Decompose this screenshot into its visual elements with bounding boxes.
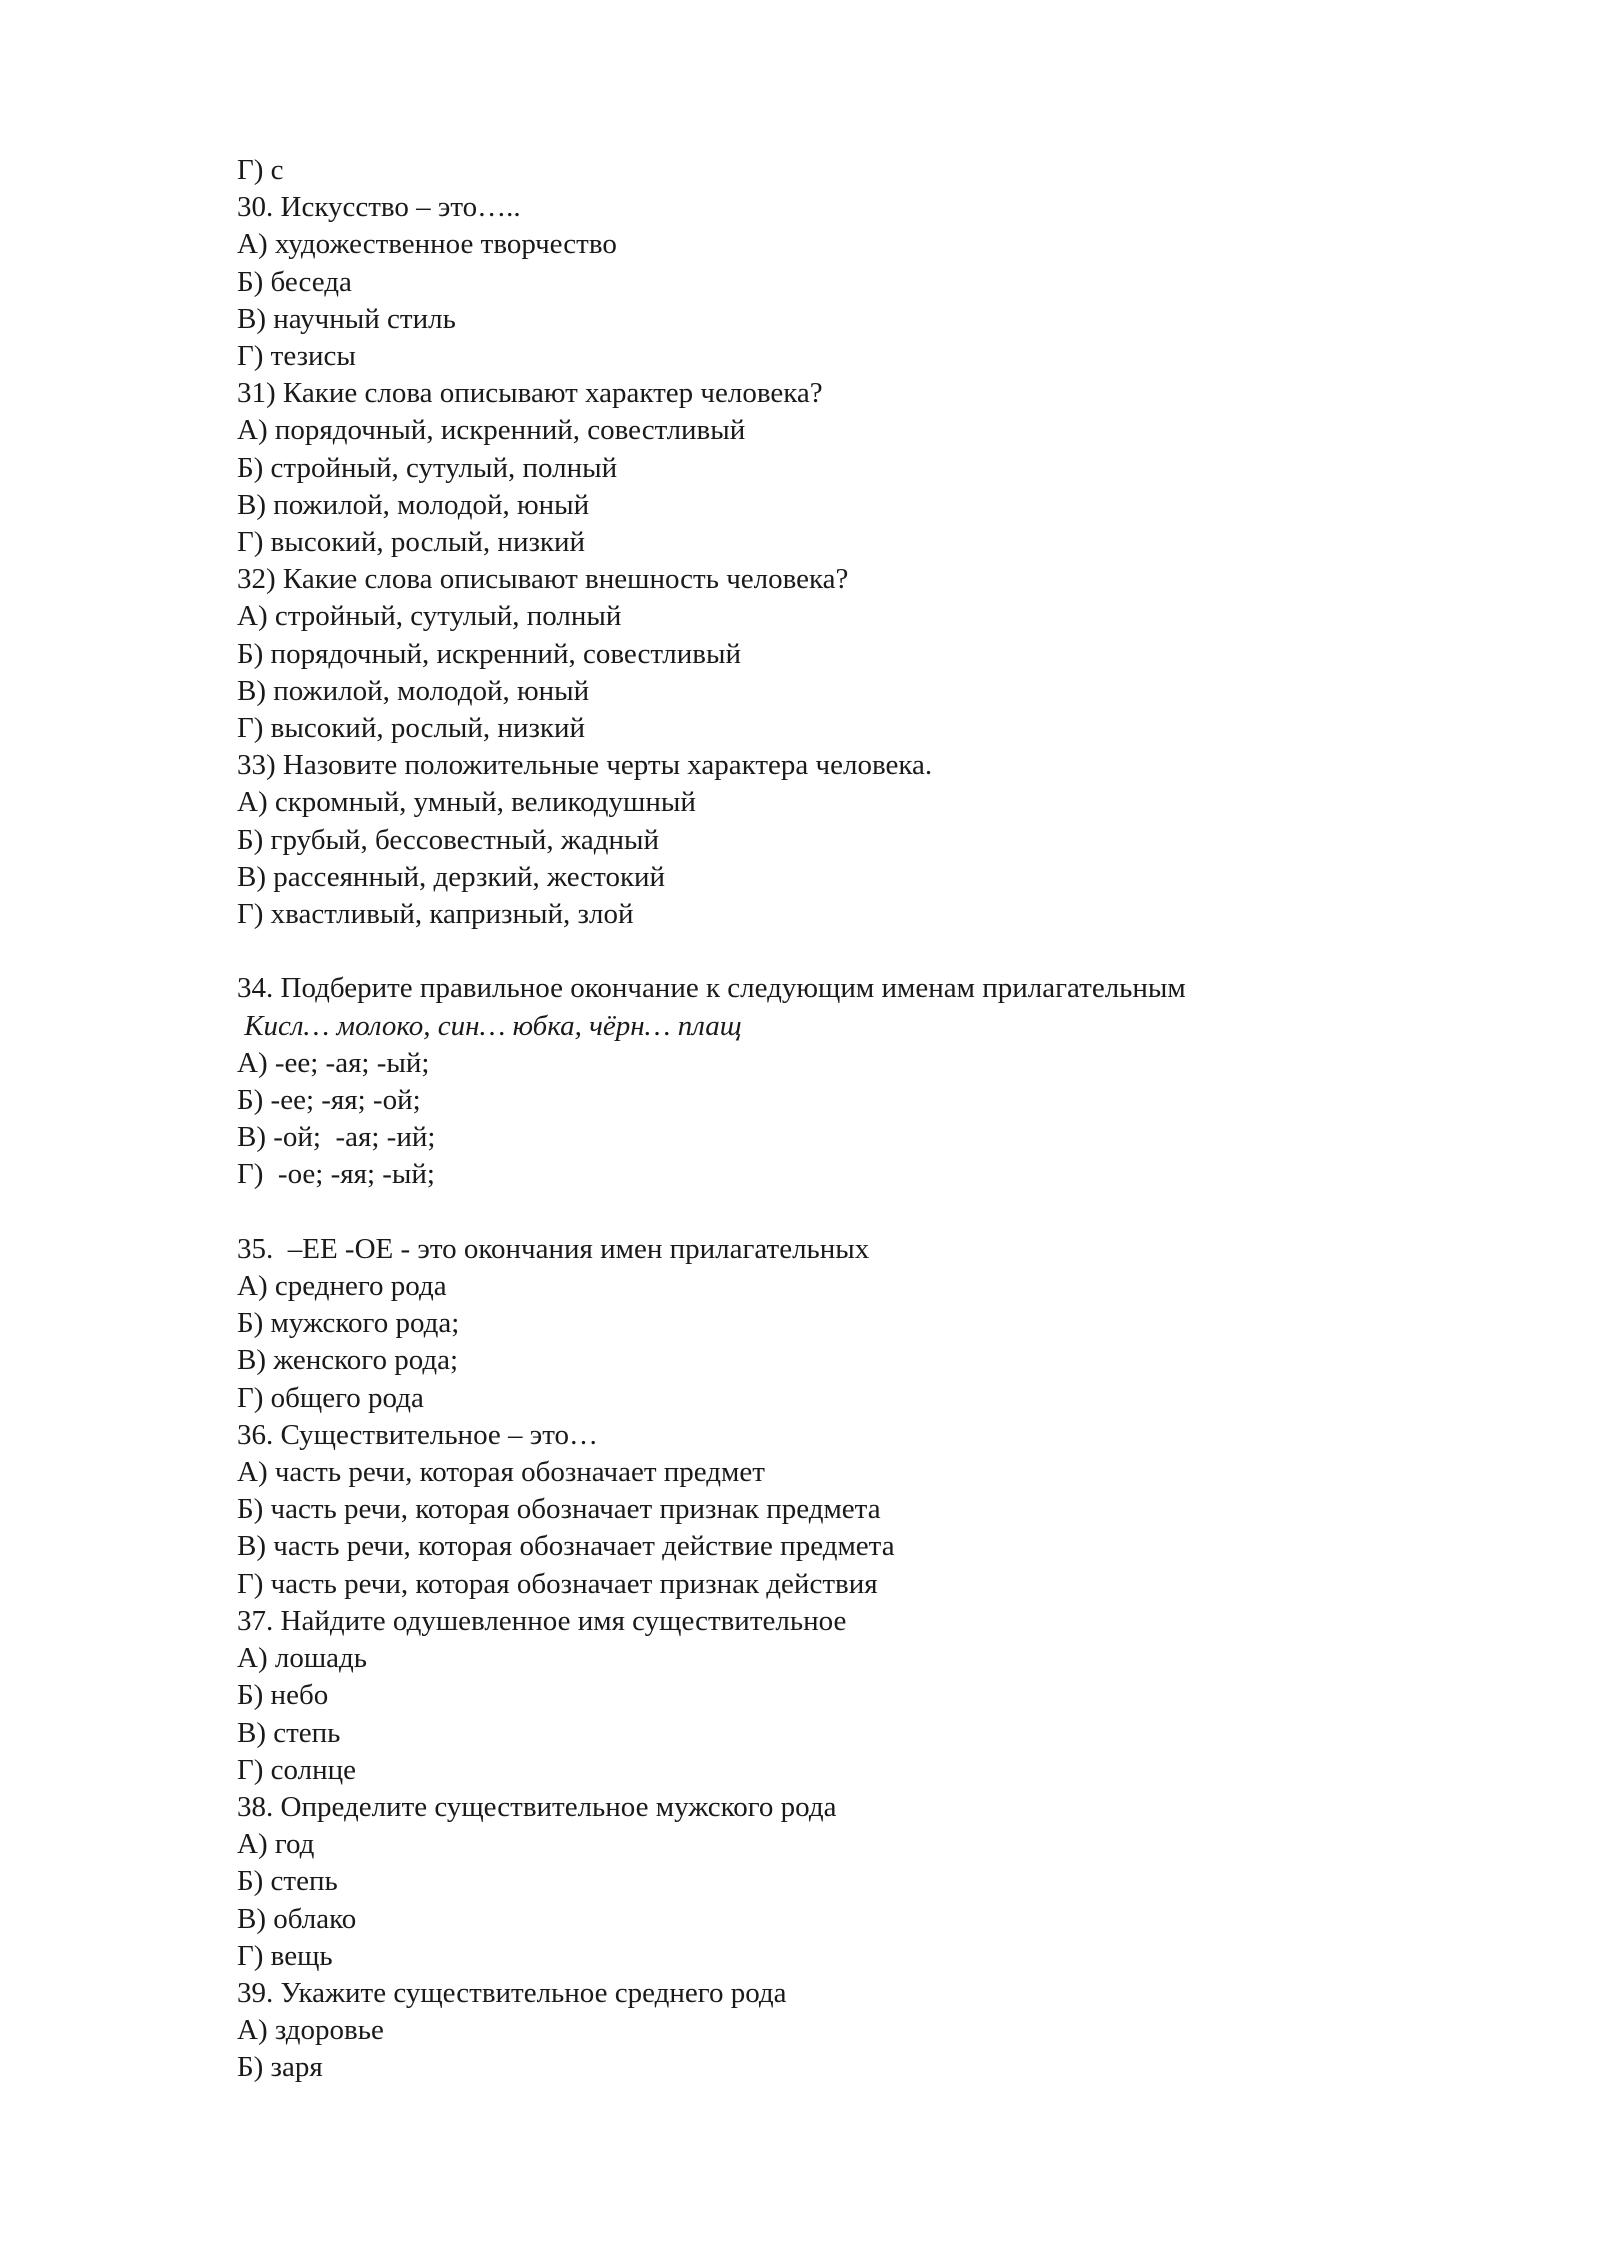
text-line: Б) мужского рода;: [237, 1307, 460, 1340]
text-line: Г) высокий, рослый, низкий: [237, 712, 586, 745]
document-body: [237, 152, 1417, 2087]
text-line: А) скромный, умный, великодушный: [237, 786, 696, 819]
text-line: В) степь: [237, 1716, 341, 1749]
text-line: Г) с: [237, 154, 284, 186]
text-line: 34. Подберите правильное окончание к следующим именам прилагательным: [237, 972, 1186, 1005]
text-line: 36. Существительное – это…: [237, 1418, 599, 1451]
text-line: Г) хвастливый, капризный, злой: [237, 898, 634, 931]
text-line: Б) -ее; -яя; -ой;: [237, 1084, 421, 1117]
text-line: А) среднего рода: [237, 1270, 447, 1303]
text-line: А) художественное творчество: [237, 228, 617, 261]
text-line: 33) Назовите положительные черты характера человека.: [237, 749, 933, 782]
text-line: 30. Искусство – это…..: [237, 191, 521, 224]
text-line: Б) грубый, бессовестный, жадный: [237, 823, 660, 856]
text-line: Б) степь: [237, 1865, 338, 1898]
text-line: В) научный стиль: [237, 302, 456, 335]
text-line: Б) небо: [237, 1679, 329, 1712]
text-line: Б) часть речи, которая обозначает признак предмета: [237, 1493, 881, 1526]
text-line: 38. Определите существительное мужского рода: [237, 1790, 837, 1823]
text-line: В) рассеянный, дерзкий, жестокий: [237, 860, 666, 893]
text-line: А) порядочный, искренний, совестливый: [237, 414, 746, 447]
text-line: А) часть речи, которая обозначает предмет: [237, 1456, 765, 1489]
text-line: В) пожилой, молодой, юный: [237, 674, 590, 707]
text-line: 35. –ЕЕ -ОЕ - это окончания имен прилагательных: [237, 1232, 870, 1265]
text-line: 31) Какие слова описывают характер человека?: [237, 377, 823, 410]
text-line: Б) заря: [237, 2051, 323, 2084]
text-line: В) -ой; -ая; -ий;: [237, 1121, 436, 1154]
text-line: Г) солнце: [237, 1753, 357, 1786]
text-line: В) часть речи, которая обозначает действие предмета: [237, 1530, 895, 1563]
text-line: 39. Укажите существительное среднего рода: [237, 1976, 787, 2009]
text-line: А) лошадь: [237, 1642, 368, 1675]
text-line: Г) часть речи, которая обозначает признак действия: [237, 1567, 878, 1600]
text-line: Б) порядочный, искренний, совестливый: [237, 637, 741, 670]
text-line: 37. Найдите одушевленное имя существительное: [237, 1604, 847, 1637]
text-line: В) пожилой, молодой, юный: [237, 488, 590, 521]
text-line: В) женского рода;: [237, 1344, 459, 1377]
text-line: Кисл… молоко, син… юбка, чёрн… плащ: [237, 1009, 742, 1042]
blank-line: [237, 933, 1417, 970]
text-line: Г) общего рода: [237, 1381, 424, 1414]
blank-line: [237, 1194, 1417, 1231]
text-line: В) облако: [237, 1902, 357, 1935]
text-line: А) здоровье: [237, 2014, 384, 2047]
text-line: А) -ее; -ая; -ый;: [237, 1046, 430, 1079]
text-line: Г) -ое; -яя; -ый;: [237, 1158, 435, 1191]
text-line: 32) Какие слова описывают внешность человека?: [237, 563, 849, 596]
text-line: А) стройный, сутулый, полный: [237, 600, 622, 633]
text-line: Б) стройный, сутулый, полный: [237, 451, 618, 484]
text-line: Г) тезисы: [237, 340, 356, 373]
text-line: Б) беседа: [237, 265, 352, 298]
text-line: А) год: [237, 1828, 315, 1861]
text-line: Г) вещь: [237, 1939, 333, 1972]
text-line: Г) высокий, рослый, низкий: [237, 526, 586, 559]
